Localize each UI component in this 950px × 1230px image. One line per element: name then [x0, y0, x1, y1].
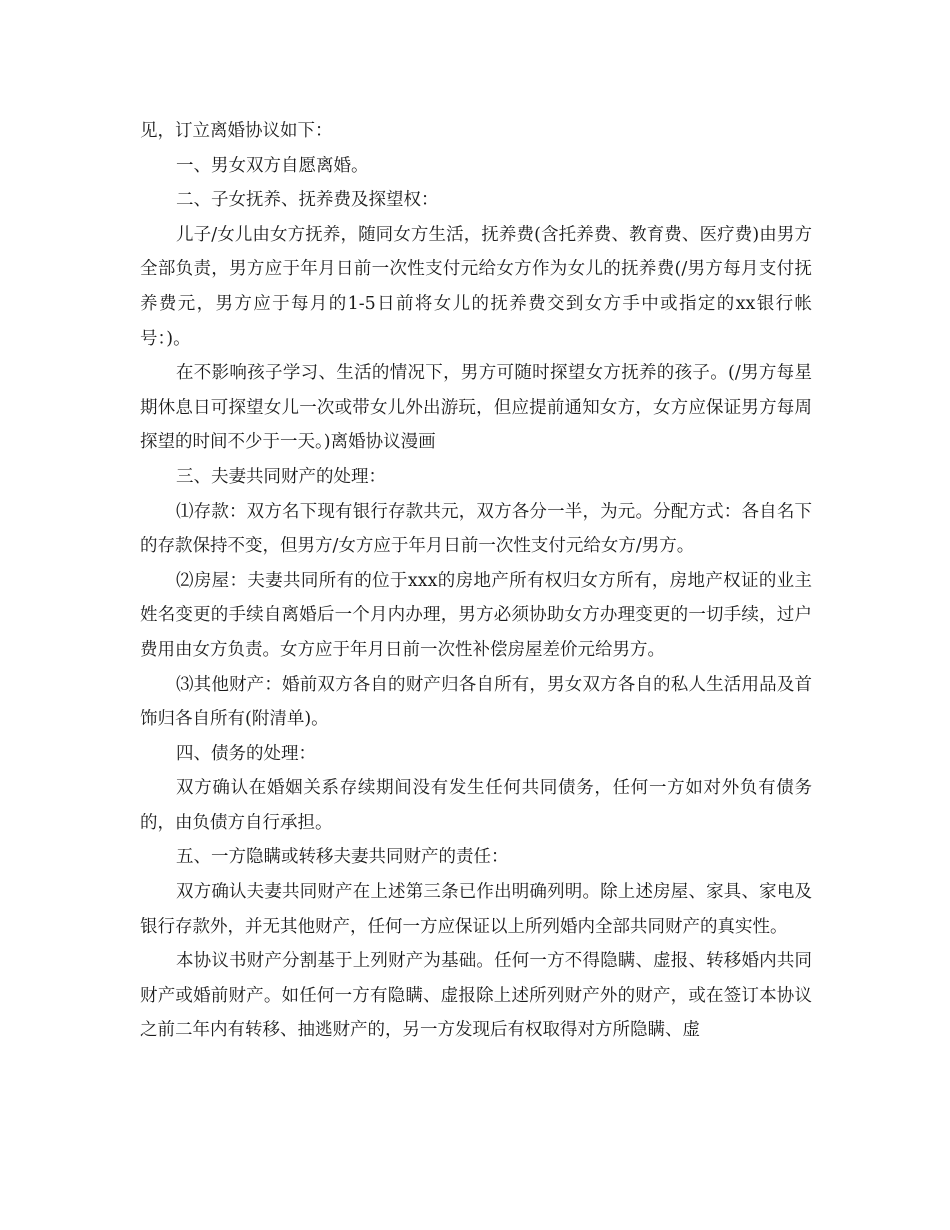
heading-4-debts: 四、债务的处理： — [176, 743, 316, 764]
paragraph-property-confirmation: 双方确认夫妻共同财产在上述第三条已作出明确列明。除上述房屋、家具、家电及银行存款外，并无其他财产，任何一方应保证以上所列婚内全部共同财产的真实性。 — [140, 882, 812, 937]
paragraph-other-property: ⑶其他财产：婚前双方各自的财产归各自所有，男女双方各自的私人生活用品及首饰归各自所有(附清单)。 — [140, 674, 812, 730]
paragraph-debts: 双方确认在婚姻关系存续期间没有发生任何共同债务，任何一方如对外负有债务的，由负债方自行承担。 — [140, 778, 812, 833]
heading-1-voluntary-divorce: 一、男女双方自愿离婚。 — [176, 155, 369, 176]
heading-3-joint-property: 三、夫妻共同财产的处理： — [176, 466, 386, 487]
paragraph-visitation: 在不影响孩子学习、生活的情况下，男方可随时探望女方抚养的孩子。(/男方每星期休息日可探望女儿一次或带女儿外出游玩，但应提前通知女方，女方应保证男方每周探望的时间不少于一天。)离婚协议漫画 — [140, 363, 812, 453]
paragraph-house: ⑵房屋：夫妻共同所有的位于xxx的房地产所有权归女方所有，房地产权证的业主姓名变更的手续自离婚后一个月内办理，男方必须协助女方办理变更的一切手续，过户费用由女方负责。女方应于年月日前一次性补偿房屋差价元给男方。 — [140, 570, 812, 660]
paragraph-property-basis: 本协议书财产分割基于上列财产为基础。任何一方不得隐瞒、虚报、转移婚内共同财产或婚前财产。如任何一方有隐瞒、虚报除上述所列财产外的财产，或在签订本协议之前二年内有转移、抽逃财产的，另一方发现后有权取得对方所隐瞒、虚 — [140, 951, 812, 1041]
document-body — [140, 114, 812, 1048]
heading-2-child-custody: 二、子女抚养、抚养费及探望权： — [176, 190, 439, 211]
paragraph-child-support: 儿子/女儿由女方抚养，随同女方生活，抚养费(含托养费、教育费、医疗费)由男方全部负责，男方应于年月日前一次性支付元给女方作为女儿的抚养费(/男方每月支付抚养费元，男方应于每月的1-5日前将女儿的抚养费交到女方手中或指定的xx银行帐号：)。 — [140, 224, 812, 349]
paragraph-deposits: ⑴存款：双方名下现有银行存款共元，双方各分一半，为元。分配方式：各自名下的存款保持不变，但男方/女方应于年月日前一次性支付元给女方/男方。 — [140, 501, 812, 557]
paragraph-intro: 见，订立离婚协议如下： — [140, 121, 333, 141]
heading-5-concealment: 五、一方隐瞒或转移夫妻共同财产的责任： — [176, 847, 509, 868]
